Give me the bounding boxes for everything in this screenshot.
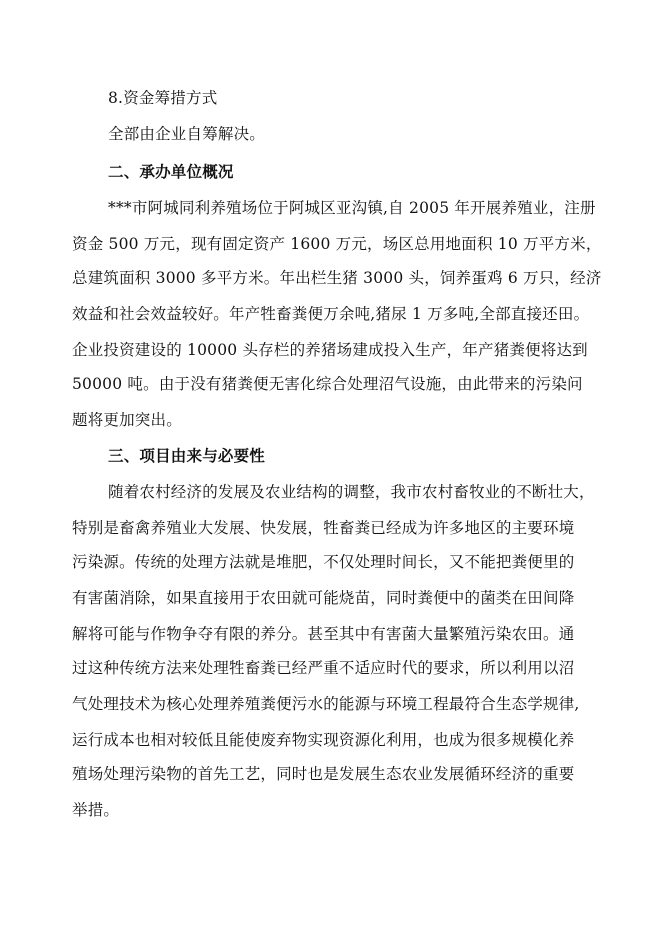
section-3-line-2: 特别是畜禽养殖业大发展、快发展，牲畜粪已经成为许多地区的主要环境 bbox=[72, 519, 575, 537]
section-3-line-5: 解将可能与作物争夺有限的养分。甚至其中有害菌大量繁殖污染农田。通 bbox=[72, 625, 575, 643]
section-3-line-7: 气处理技术为核心处理养殖粪便污水的能源与环境工程最符合生态学规律, bbox=[72, 695, 580, 713]
section-2-line-6: 50000 吨。由于没有猪粪便无害化综合处理沼气设施，由此带来的污染问 bbox=[72, 375, 583, 393]
section-3-line-10: 举措。 bbox=[72, 801, 120, 819]
section-2-line-4: 效益和社会效益较好。年产牲畜粪便万余吨,猪尿 1 万多吨,全部直接还田。 bbox=[72, 305, 590, 323]
section-8-body: 全部由企业自筹解决。 bbox=[108, 125, 266, 143]
section-3-line-8: 运行成本也相对较低且能使废弃物实现资源化利用，也成为很多规模化养 bbox=[72, 731, 575, 749]
section-3-line-4: 有害菌消除，如果直接用于农田就可能烧苗，同时粪便中的菌类在田间降 bbox=[72, 589, 575, 607]
section-3-line-9: 殖场处理污染物的首先工艺，同时也是发展生态农业发展循环经济的重要 bbox=[72, 765, 575, 783]
section-2-line-7: 题将更加突出。 bbox=[72, 411, 182, 429]
section-3-line-1: 随着农村经济的发展及农业结构的调整，我市农村畜牧业的不断壮大， bbox=[108, 483, 595, 501]
section-2-line-5: 企业投资建设的 10000 头存栏的养猪场建成投入生产，年产猪粪便将达到 bbox=[72, 341, 588, 359]
section-3-heading: 三、项目由来与必要性 bbox=[108, 446, 266, 465]
section-3-line-6: 过这种传统方法来处理牲畜粪已经严重不适应时代的要求，所以利用以沼 bbox=[72, 659, 575, 677]
section-3-line-3: 污染源。传统的处理方法就是堆肥，不仅处理时间长，又不能把粪便里的 bbox=[72, 553, 575, 571]
section-2-line-2: 资金 500 万元，现有固定资产 1600 万元，场区总用地面积 10 万平方米， bbox=[72, 235, 602, 253]
section-8-title: 8.资金筹措方式 bbox=[108, 89, 218, 107]
section-2-line-3: 总建筑面积 3000 多平方米。年出栏生猪 3000 头，饲养蛋鸡 6 万只，经济 bbox=[72, 269, 602, 287]
section-2-heading: 二、承办单位概况 bbox=[108, 162, 234, 181]
section-2-line-1: ***市阿城同利养殖场位于阿城区亚沟镇,自 2005 年开展养殖业，注册 bbox=[108, 199, 596, 217]
